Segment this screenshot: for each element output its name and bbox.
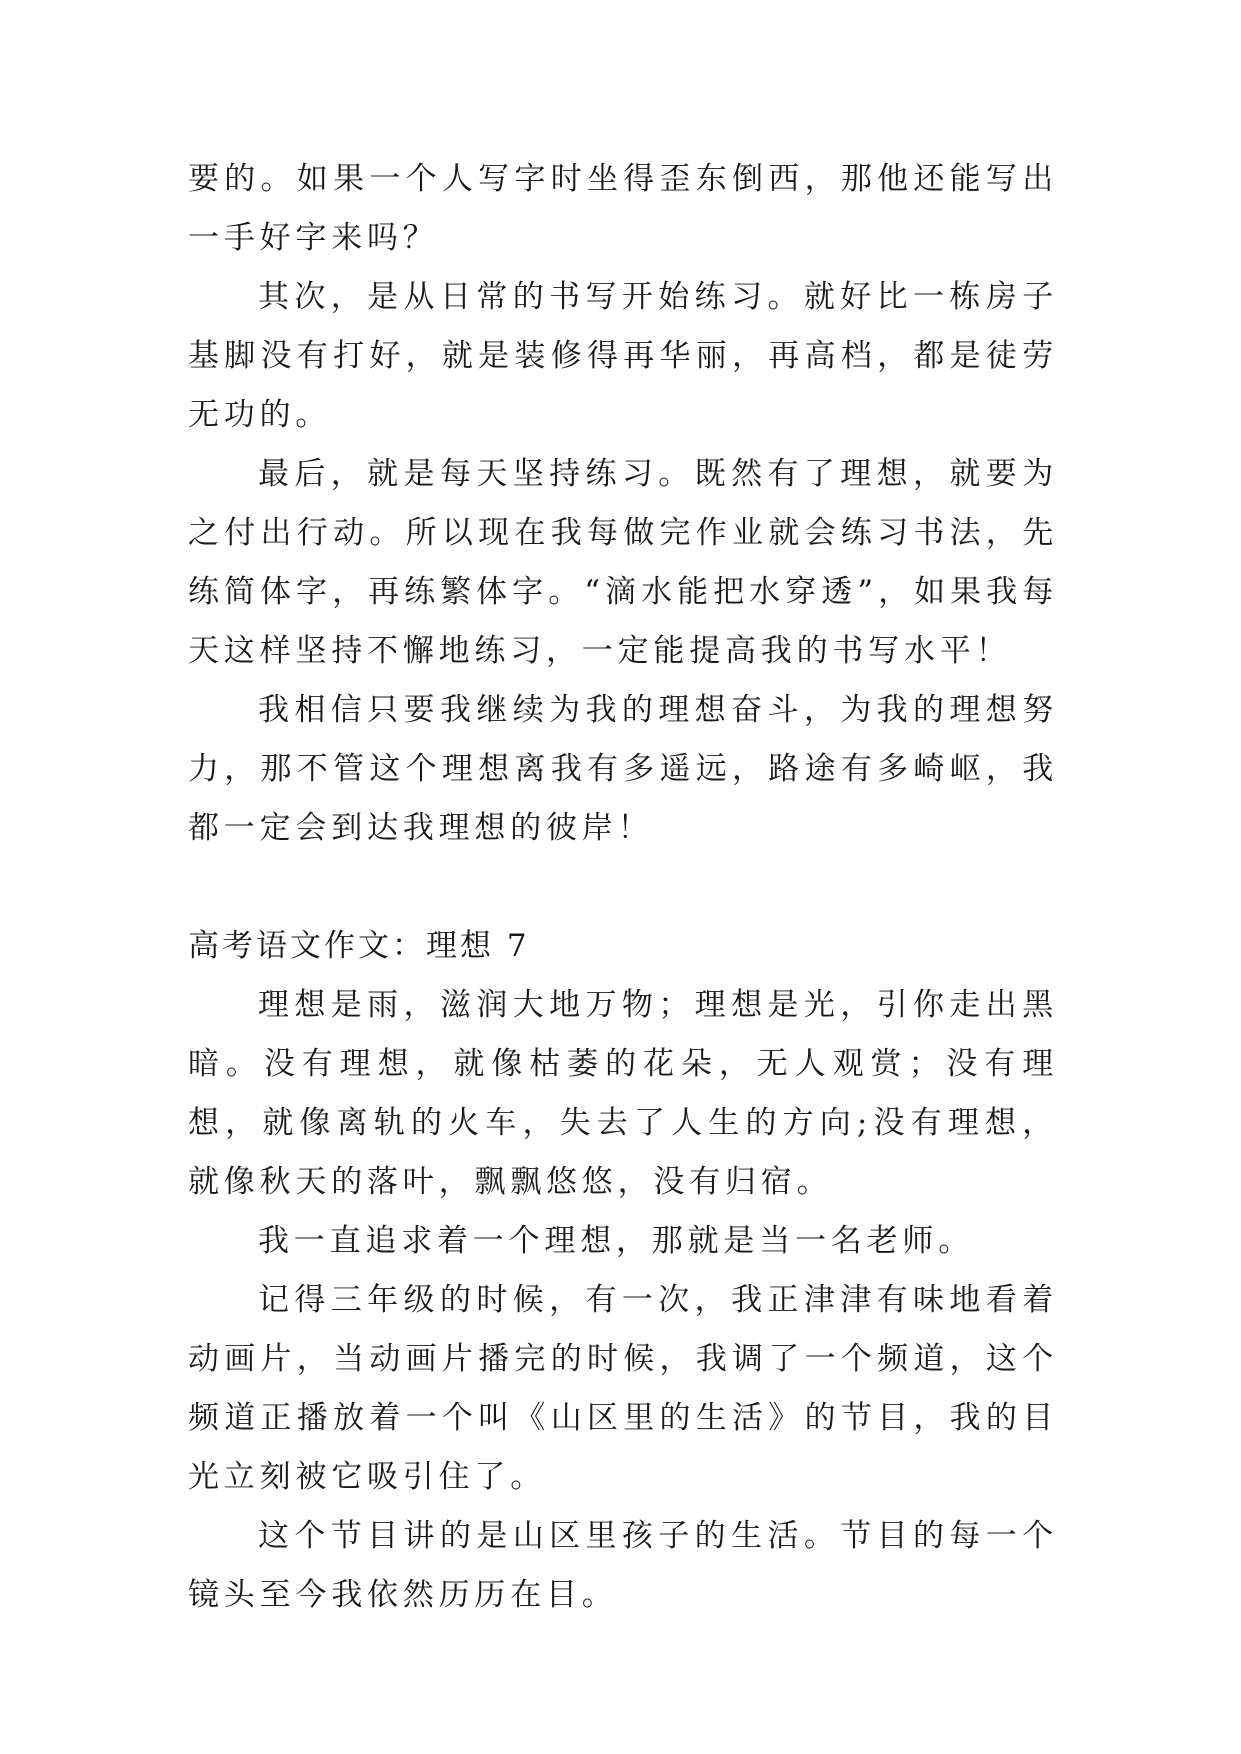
paragraph: 这个节目讲的是山区里孩子的生活。节目的每一个镜头至今我依然历历在目。: [188, 1518, 1058, 1613]
paragraph: 我一直追求着一个理想，那就是当一名老师。: [258, 1223, 974, 1259]
paragraph: 记得三年级的时候，有一次，我正津津有味地看着动画片，当动画片播完的时候，我调了一个频道，这个频道正播放着一个叫《山区里的生活》的节目，我的目光立刻被它吸引住了。: [188, 1282, 1058, 1495]
paragraph: 最后，就是每天坚持练习。既然有了理想，就要为之付出行动。所以现在我每做完作业就会练习书法，先练简体字，再练繁体字。“滴水能把水穿透”，如果我每天这样坚持不懈地练习，一定能提高我的书写水平！: [188, 456, 1058, 669]
essay-section-7: [188, 917, 1058, 1625]
paragraph: 其次，是从日常的书写开始练习。就好比一栋房子基脚没有打好，就是装修得再华丽，再高档，都是徒劳无功的。: [188, 279, 1058, 433]
paragraph: 我相信只要我继续为我的理想奋斗，为我的理想努力，那不管这个理想离我有多遥远，路途有多崎岖，我都一定会到达我理想的彼岸！: [188, 692, 1058, 846]
essay-section-continued: [188, 150, 1058, 858]
document-page: [188, 150, 1058, 1625]
essay-title: 高考语文作文：理想 7: [188, 928, 530, 964]
paragraph: 要的。如果一个人写字时坐得歪东倒西，那他还能写出一手好字来吗？: [188, 161, 1058, 256]
paragraph: 理想是雨，滋润大地万物；理想是光，引你走出黑暗。没有理想，就像枯萎的花朵，无人观赏；没有理想，就像离轨的火车，失去了人生的方向;没有理想，就像秋天的落叶，飘飘悠悠，没有归宿。: [188, 987, 1058, 1200]
